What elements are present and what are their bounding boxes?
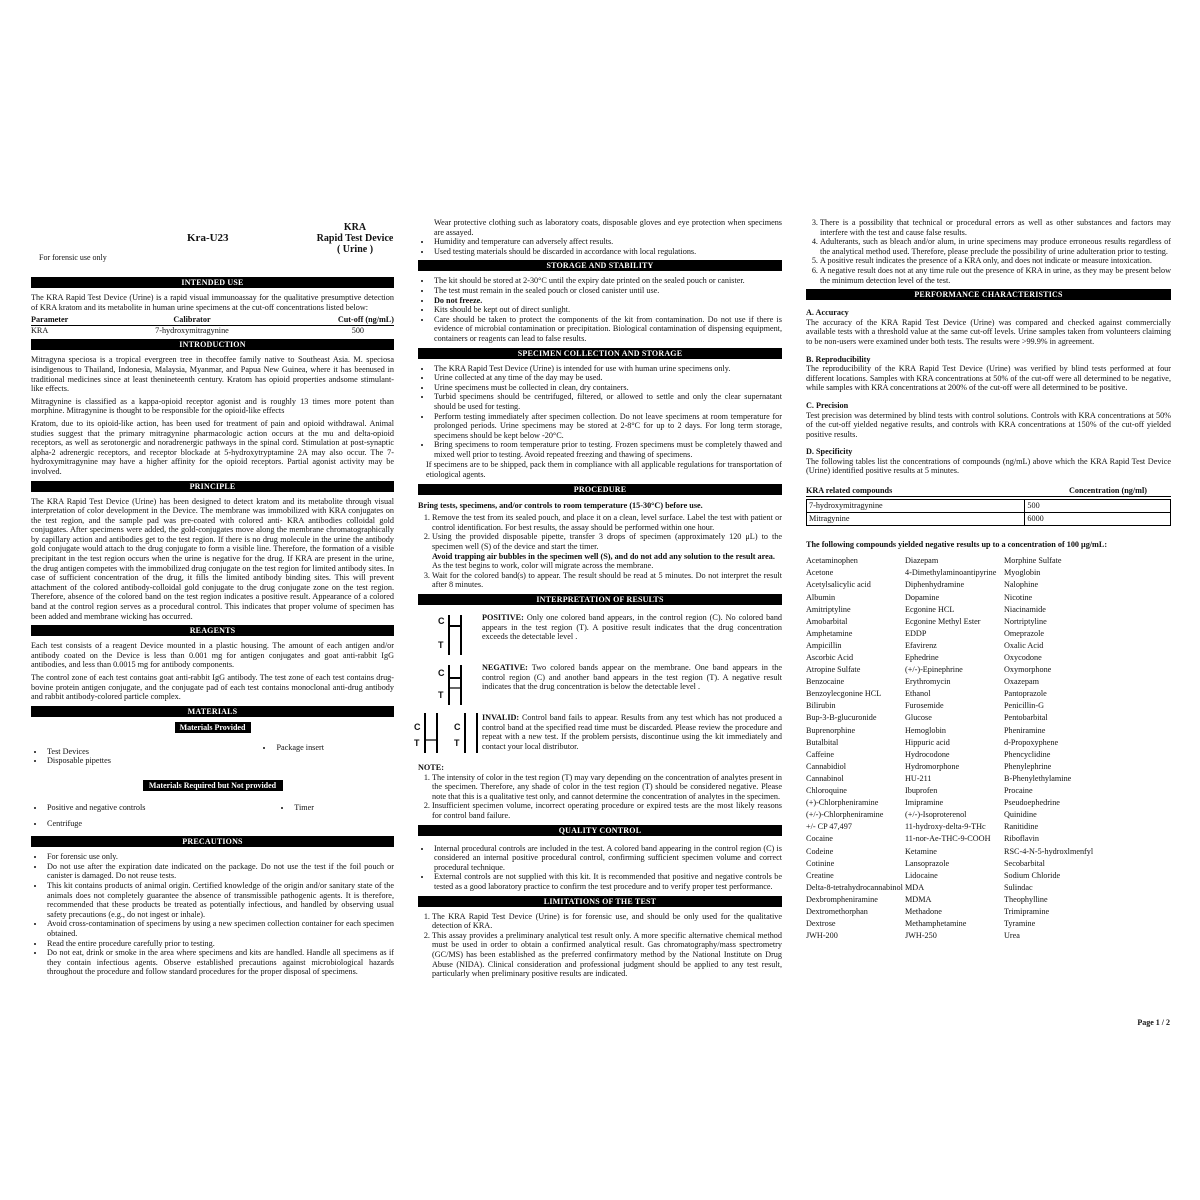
compound-item: Nalophine — [1004, 580, 1039, 590]
compound-item: Oxycodone — [1004, 653, 1042, 662]
compound-item: Acetaminophen — [806, 556, 858, 566]
result-negative — [418, 663, 782, 707]
positive-text: Only one colored band appears, in the control region (C). No colored band appears in the test region (T). A positive result indicates that the drug concentration exceeds the detectable level . — [482, 613, 783, 642]
product-title: KRA Rapid Test Device ( Urine ) — [316, 222, 394, 255]
notes-list — [418, 773, 782, 821]
column-1 — [31, 218, 394, 981]
step-text: Using the provided disposable pipette, transfer 3 drops of specimen (approximately 120 μL) to the specimen well (S) of the device and start the timer. — [432, 532, 782, 552]
list-item: 2. Insufficient specimen volume, incorrect operating procedure or expired tests are the most likely reasons for control band failure. — [432, 801, 782, 820]
section-title-reagents: REAGENTS — [31, 625, 394, 636]
compound-item: Chloroquine — [806, 786, 847, 796]
table-header: Concentration (ng/ml) — [1068, 486, 1147, 496]
column-3 — [806, 218, 1171, 942]
list-item: • Care should be taken to protect the components of the kit from contamination. Do not use if there is evidence of microbial contamination or precipitation. Biological contamination of dispensing equipment, containers or reagents can lead to false results. — [432, 315, 782, 344]
test-strip-icon — [448, 665, 462, 705]
compound-item: Dextromethorphan — [806, 906, 868, 916]
compound-item: Dopamine — [905, 592, 940, 602]
list-item: • Positive and negative controls — [45, 803, 145, 813]
compound-item: Ranitidine — [1004, 822, 1039, 832]
table-row — [807, 499, 1171, 512]
compound-item: Benzoylecgonine HCL — [806, 689, 882, 699]
compound-item: Hippuric acid — [905, 737, 950, 747]
list-item: 1. The KRA Rapid Test Device (Urine) is for forensic use, and should be only used for the qualitative detection of KRA. — [432, 912, 782, 931]
compound-item: Hydromorphone — [905, 761, 960, 771]
compound-item: Trimipramine — [1004, 906, 1050, 916]
compound-item: Riboflavin — [1004, 834, 1040, 844]
list-item: Wear protective clothing such as laboratory coats, disposable gloves and eye protection when specimens are assayed. — [434, 218, 782, 237]
list-item: • Package insert — [274, 743, 324, 753]
negative-text: Two colored bands appear on the membrane. One band appears in the control region (C) and another band appears in the test region (T). A negative result indicates that the drug concentration is below the detectable level . — [482, 663, 782, 692]
compound-item: (+)-Chlorpheniramine — [806, 798, 879, 808]
compound-item: Cannabidiol — [806, 761, 847, 771]
list-item: • Do not freeze. — [432, 296, 782, 306]
storage-list — [418, 276, 782, 343]
reproducibility-title: B. Reproducibility — [806, 354, 871, 364]
compound-item: Phenylephrine — [1004, 761, 1052, 771]
section-title-quality-control: QUALITY CONTROL — [418, 825, 782, 836]
table-header: KRA related compounds — [806, 486, 893, 496]
compound-item: Glucose — [905, 713, 932, 723]
compound-item: Pheniramine — [1004, 725, 1046, 735]
label-t: T — [414, 738, 420, 748]
forensic-note: For forensic use only — [39, 253, 107, 262]
list-item: • Disposable pipettes — [45, 756, 111, 766]
compound-item: Tyramine — [1004, 919, 1036, 929]
section-title-intended-use: INTENDED USE — [31, 277, 394, 288]
compound-item: Phencyclidine — [1004, 749, 1051, 759]
table-cell: 7-hydroxymitragynine — [155, 325, 229, 335]
compound-item: Methamphetamine — [905, 919, 967, 929]
compound-item: Diazepam — [905, 556, 939, 566]
specificity-text: The following tables list the concentrations of compounds (ng/mL) above which the KRA Rapid Test Device (Urine) identified positive results at 5 minutes. — [806, 456, 1171, 476]
compound-item: Erythromycin — [905, 677, 951, 687]
section-title-precautions: PRECAUTIONS — [31, 836, 394, 847]
table-cell: 7-hydroxymitragynine — [807, 499, 1025, 512]
compound-item: Delta-8-tetrahydrocannabinol — [806, 882, 903, 892]
section-title-specimen: SPECIMEN COLLECTION AND STORAGE — [418, 348, 782, 359]
paragraph: Mitragynine is classified as a kappa-opioid receptor agonist and is roughly 13 times more potent than morphine. Mitragynine is thought to be responsible for the opioid-like effects — [31, 396, 394, 416]
limitations-list — [418, 912, 782, 979]
label-c: C — [414, 722, 421, 732]
compound-item: Efavirenz — [905, 640, 937, 650]
list-item: 6. A negative result does not at any time rule out the presence of KRA in urine, as they may be present below the minimum detection level of the test. — [820, 266, 1171, 285]
list-item: • External controls are not supplied with this kit. It is recommended that positive and negative controls be tested as a good laboratory practice to confirm the test procedure and to verify proper test performance. — [432, 872, 782, 891]
principle-text: The KRA Rapid Test Device (Urine) has been designed to detect kratom and its metabolite through visual interpretation of color development in the Device. The membrane was immobilized with KRA conjugates on the test region, and the sample pad was pre-coated with colored anti- KRA antibodies colloidal gold conjugates. After specimens were added, the gold-conjugates move along the membrane chromatographically by capillary action and antibodies get to the test region. If there is no drug molecule in the urine the antibody gold conjugate would attach to the drug conjugate to form a visible line. Therefore, the formation of a visible precipitant in the test region occurs when the urine is negative for the drug. If KRA are present in the urine, the drug antigen competes with the immobilized drug conjugate on the test region for limited antibody sites. In case of sufficient concentration of the drug, it fills the limited antibody binding sites. This will prevent attachment of the colored antibody-colloidal gold conjugate to the drug conjugate zone on the test region. Therefore, absence of the colored band on the test region indicates a positive result. Appearance of a colored band at the control region serves as a procedural control. This indicates that proper volume of specimen has been added and membrane wicking has occurred. — [31, 496, 394, 621]
compound-item: Atropine Sulfate — [806, 665, 861, 675]
list-item: • Do not eat, drink or smoke in the area where specimens and kits are handled. Handle all specimens as if they contain infectious agents. Observe established precautions against microbiological hazards throughout the procedure and follow standard procedures for the proper disposal of specimens. — [45, 948, 394, 977]
reproducibility-text: The reproducibility of the KRA Rapid Test Device (Urine) was verified by blind tests performed at four different locations. Samples with KRA concentrations at 50% of the cut-off were all determined to be negative, while samples with KRA concentrations at 200% of the cut-off were all determined to be positive. — [806, 364, 1171, 393]
test-strip-icon — [424, 713, 438, 753]
compound-item: Bup-3-B-glucuronide — [806, 713, 877, 723]
step-text: As the test begins to work, color will migrate across the membrane. — [432, 561, 654, 571]
compound-item: Caffeine — [806, 749, 835, 759]
test-strip-icon — [464, 713, 478, 753]
list-item: 3. Wait for the colored band(s) to appear. The result should be read at 5 minutes. Do not interpret the result after 8 minutes. — [432, 571, 782, 590]
compound-item: Myoglobin — [1004, 568, 1041, 578]
compound-item: Ampicillin — [806, 640, 842, 650]
materials-provided-list — [31, 739, 394, 770]
list-item: • This kit contains products of animal origin. Certified knowledge of the origin and/or sanitary state of the animals does not completely guarantee the absence of transmissible pathogenic agents. It is therefore, recommended that these products be treated as potentially infectious, and handled by observing usual safety precautions (e.g., do not ingest or inhale). — [45, 881, 394, 919]
section-title-principle: PRINCIPLE — [31, 481, 394, 492]
compound-item: (+/-)-Isoproterenol — [905, 810, 967, 820]
list-item: • Do not use after the expiration date indicated on the package. Do not use the test if the foil pouch or canister is damaged. Do not reuse tests. — [45, 862, 394, 881]
table-cell: Mitragynine — [807, 512, 1025, 525]
compound-item: Oxalic Acid — [1004, 640, 1044, 650]
invalid-text: Control band fails to appear. Results from any test which has not produced a control band at the specified read time must be discarded. Please review the procedure and repeat with a new test. If the problem persists, discontinue using the kit immediately and contact your local distributor. — [482, 713, 782, 751]
list-item: • Test Devices — [45, 747, 111, 757]
note-title: NOTE: — [418, 763, 444, 772]
compound-item: Furosemide — [905, 701, 944, 711]
section-title-limitations: LIMITATIONS OF THE TEST — [418, 896, 782, 907]
precautions-list — [31, 852, 394, 977]
compound-item: Dexbrompheniramine — [806, 894, 878, 904]
list-item: • Internal procedural controls are included in the test. A colored band appearing in the control region (C) is considered an internal positive procedural control, confirming sufficient specimen volume and correct procedural technique. — [432, 844, 782, 873]
step-warning: Avoid trapping air bubbles in the specimen well (S), and do not add any solution to the result area. — [432, 551, 775, 561]
compound-item: Ascorbic Acid — [806, 653, 854, 662]
precision-text: Test precision was determined by blind tests with control solutions. Controls with KRA concentrations at 50% of the cut-off yielded negative results, and controls with KRA concentrations at 150% of the cut-off yielded positive results. — [806, 410, 1171, 439]
specimen-list — [418, 364, 782, 460]
compound-item: Procaine — [1004, 786, 1033, 796]
list-item: • Centrifuge — [45, 819, 145, 829]
compound-item: Imipramine — [905, 798, 944, 808]
control-band — [450, 677, 460, 679]
list-item: • Kits should be kept out of direct sunlight. — [432, 305, 782, 315]
table-cell: 500 — [351, 325, 364, 335]
compound-item: Oxymorphone — [1004, 665, 1052, 675]
positive-label: POSITIVE: — [482, 613, 524, 622]
test-strip-icon — [448, 615, 462, 655]
limitations-list-continued — [806, 218, 1171, 285]
list-item: 1. The intensity of color in the test region (T) may vary depending on the concentration of analytes present in the specimen. Therefore, any shade of color in the test region (T) should be considered negative. Please note that this is a qualitative test only, and cannot determine the concentration of analytes in the specimen. — [432, 773, 782, 802]
label-c: C — [454, 722, 461, 732]
section-title-materials: MATERIALS — [31, 706, 394, 717]
product-code: Kra-U23 — [187, 232, 229, 244]
compound-item: Codeine — [806, 846, 834, 856]
compound-item: d-Propoxyphene — [1004, 737, 1059, 747]
compound-item: Albumin — [806, 592, 836, 602]
table-header: Parameter — [31, 315, 112, 325]
table-cell: 500 — [1025, 499, 1171, 512]
list-item: • Urine specimens must be collected in clean, dry containers. — [432, 383, 782, 393]
materials-required-list — [31, 797, 394, 832]
compound-item: Amobarbital — [806, 616, 848, 626]
list-item: 4. Adulterants, such as bleach and/or alum, in urine specimens may produce erroneous results regardless of the analytical method used. Therefore, please preclude the possibility of urine adulteration prior to testing. — [820, 237, 1171, 256]
page-number: Page 1 / 2 — [1137, 1018, 1170, 1027]
compound-item: Diphenhydramine — [905, 580, 965, 590]
compound-item: Sulindac — [1004, 882, 1033, 892]
label-t: T — [438, 640, 444, 650]
paragraph: Mitragyna speciosa is a tropical evergreen tree in thecoffee family native to Southeast Asia. M. speciosa isindigenous to Thailand, Indonesia, Malaysia, Myanmar, and Papua New Guinea, where it has beenused in traditional medicines since at least thenineteenth century. Kratom has opioid properties andsome stimulant-like effects. — [31, 355, 394, 394]
compound-item: JWH-250 — [905, 931, 937, 941]
materials-provided-title: Materials Provided — [175, 722, 251, 733]
section-title-interpretation: INTERPRETATION OF RESULTS — [418, 594, 782, 605]
table-cell: KRA — [31, 325, 49, 335]
compound-item: Hemoglobin — [905, 725, 946, 735]
list-item: • Timer — [292, 803, 314, 813]
compound-item: Oxazepam — [1004, 677, 1040, 687]
list-item: • Bring specimens to room temperature prior to testing. Frozen specimens must be completely thawed and mixed well prior to testing. Avoid repeated freezing and thawing of specimens. — [432, 440, 782, 459]
compound-item: Buprenorphine — [806, 725, 856, 735]
precautions-list-continued — [418, 218, 782, 237]
negative-label: NEGATIVE: — [482, 663, 528, 672]
compound-item: +/- CP 47,497 — [806, 822, 852, 832]
compound-item: Cocaine — [806, 834, 833, 844]
compound-item: Creatine — [806, 870, 834, 880]
compound-item: 4-Dimethylaminoantipyrine — [905, 568, 997, 578]
result-invalid — [414, 713, 782, 757]
list-item: 3. There is a possibility that technical or procedural errors as well as other substances and factors may interfere with the test and cause false results. — [820, 218, 1171, 237]
paragraph: The control zone of each test contains goat anti-rabbit IgG antibody. The test zone of each test contains drug-bovine protein antigen conjugate, and the conjugate pad of each test contains monoclonal anti-drug antibody and rabbit antibody-colored particle complex. — [31, 673, 394, 702]
list-item: • The kit should be stored at 2-30°C until the expiry date printed on the sealed pouch or canister. — [432, 276, 782, 286]
compound-item: Bilirubin — [806, 701, 836, 711]
compound-item: Dextrose — [806, 919, 836, 929]
list-item: • Used testing materials should be discarded in accordance with local regulations. — [432, 247, 782, 257]
compound-item: Ibuprofen — [905, 786, 938, 796]
compound-item: Benzocaine — [806, 677, 845, 687]
cutoff-table — [31, 315, 394, 335]
test-band — [426, 739, 436, 741]
compound-item: Cannabinol — [806, 773, 844, 783]
result-positive — [418, 613, 782, 657]
procedure-steps — [418, 513, 782, 590]
label-t: T — [438, 690, 444, 700]
compound-item: Nicotine — [1004, 592, 1033, 602]
compound-item: MDMA — [905, 894, 932, 904]
compound-item: Hydrocodone — [905, 749, 950, 759]
compound-item: Methadone — [905, 906, 942, 916]
procedure-intro: Bring tests, specimens, and/or controls to room temperature (15-30°C) before use. — [418, 500, 703, 510]
table-cell: 6000 — [1025, 512, 1171, 525]
compound-item: B-Phenylethylamine — [1004, 773, 1072, 783]
compound-item: Cotinine — [806, 858, 835, 868]
section-title-storage: STORAGE AND STABILITY — [418, 260, 782, 271]
invalid-label: INVALID: — [482, 713, 520, 722]
compound-item: Pantoprazole — [1004, 689, 1047, 699]
compound-item: Lidocaine — [905, 870, 938, 880]
invalid-diagram — [414, 713, 482, 757]
negative-diagram — [418, 663, 482, 707]
list-item: • Humidity and temperature can adversely affect results. — [432, 237, 782, 247]
compound-item: Omeprazole — [1004, 628, 1045, 638]
compound-item: Nortriptyline — [1004, 616, 1047, 626]
compound-item: Ecgonine Methyl Ester — [905, 616, 981, 626]
compound-item: (+/-)-Epinephrine — [905, 665, 963, 675]
accuracy-title: A. Accuracy — [806, 308, 849, 318]
list-item: • Read the entire procedure carefully prior to testing. — [45, 939, 394, 949]
compound-item: 11-hydroxy-delta-9-THc — [905, 822, 986, 832]
list-item: • For forensic use only. — [45, 852, 394, 862]
compound-item: Niacinamide — [1004, 604, 1046, 614]
section-title-introduction: INTRODUCTION — [31, 339, 394, 350]
compound-item: Ephedrine — [905, 653, 939, 662]
compound-item: Amphetamine — [806, 628, 853, 638]
list-item: • Turbid specimens should be centrifuged, filtered, or allowed to settle and only the clear supernatant should be used for testing. — [432, 392, 782, 411]
label-c: C — [438, 616, 445, 626]
compound-item: Lansoprazole — [905, 858, 950, 868]
compound-item: (+/-)-Chlorpheniramine — [806, 810, 884, 820]
list-item: • The KRA Rapid Test Device (Urine) is intended for use with human urine specimens only. — [432, 364, 782, 374]
compound-item: Morphine Sulfate — [1004, 556, 1062, 566]
section-title-performance: PERFORMANCE CHARACTERISTICS — [806, 289, 1171, 300]
section-title-procedure: PROCEDURE — [418, 484, 782, 495]
compound-item: Ethanol — [905, 689, 931, 699]
list-item: • Urine collected at any time of the day may be used. — [432, 373, 782, 383]
compound-item: Urea — [1004, 931, 1020, 941]
accuracy-text: The accuracy of the KRA Rapid Test Device (Urine) was compared and checked against commercially available tests with a threshold value at the same cut-off levels. Urine samples taken from volunteers claiming to be non-users were examined under both tests. The results were >99.9% in agreement. — [806, 317, 1171, 346]
table-header: Cut-off (ng/mL) — [272, 315, 394, 325]
list-item: • The test must remain in the sealed pouch or closed canister until use. — [432, 286, 782, 296]
concentration-table — [806, 499, 1171, 526]
label-t: T — [454, 738, 460, 748]
control-band — [450, 625, 460, 627]
compound-item: Sodium Chloride — [1004, 870, 1061, 880]
negative-compounds-title: The following compounds yielded negative results up to a concentration of 100 μg/mL: — [806, 539, 1108, 549]
compound-item: Pentobarbital — [1004, 713, 1048, 723]
negative-compounds-grid — [806, 555, 1171, 942]
table-header: Calibrator — [112, 315, 272, 325]
precision-title: C. Precision — [806, 400, 849, 410]
materials-required-title: Materials Required but Not provided — [143, 780, 283, 791]
list-item: 1. Remove the test from its sealed pouch, and place it on a clean, level surface. Label the test with patient or control identification. For best results, the assay should be performed within one hour. — [432, 513, 782, 532]
list-item: 5. A positive result indicates the presence of a KRA only, and does not indicate or measure intoxication. — [820, 256, 1171, 266]
compound-item: Quinidine — [1004, 810, 1037, 820]
compound-item: JWH-200 — [806, 931, 838, 941]
positive-diagram — [418, 613, 482, 657]
compound-item: Amitriptyline — [806, 604, 851, 614]
compound-item: Ecgonine HCL — [905, 604, 955, 614]
compound-item: Acetylsalicylic acid — [806, 580, 871, 590]
test-band — [450, 687, 460, 689]
precautions-list-continued-2 — [418, 237, 782, 256]
specificity-title: D. Specificity — [806, 447, 853, 457]
list-item — [432, 532, 782, 570]
compound-item: RSC-4-N-5-hydroxlmenfyl — [1004, 846, 1094, 856]
compound-item: 11-nor-Ae-THC-9-COOH — [905, 834, 991, 844]
document-header — [31, 218, 394, 273]
compound-item: Penicillin-G — [1004, 701, 1045, 711]
paragraph: Kratom, due to its opioid-like action, has been used for treatment of pain and opioid withdrawal. Animal studies suggest that the primary mitragynine pharmacologic action occurs at the mu and delta-opioid receptors, as well as serotonergic and noradrenergic pathways in the spinal cord. Stimulation at post-synaptic alpha-2 adrenergic receptors, and receptor blockade at 5-hydroxytryptamine 2A may also occur. The 7-hydroxymitragynine may have a higher affinity for the opioid receptors. Partial agonist activity may be involved. — [31, 418, 394, 476]
compound-item: Theophylline — [1004, 894, 1048, 904]
list-item: 2. This assay provides a preliminary analytical test result only. A more specific alternative chemical method must be used in order to obtain a confirmed analytical result. Gas chromatography/mass spectrometry (GC/MS) has been established as the preferred confirmatory method by the National Institute on Drug Abuse (NIDA). Clinical consideration and professional judgment should be applied to any test result, particularly when preliminary positive results are indicated. — [432, 931, 782, 979]
compound-item: Ketamine — [905, 846, 937, 856]
concentration-table-header — [806, 486, 1171, 497]
column-2 — [414, 218, 783, 983]
compound-item: EDDP — [905, 628, 927, 638]
paragraph: Each test consists of a reagent Device mounted in a plastic housing. The amount of each antigen and/or antibody coated on the Device is less than 0.001 mg for antigen conjugates and goat anti-rabbit IgG antibodies, and less than 0.0015 mg for antibody components. — [31, 641, 394, 670]
intended-use-text: The KRA Rapid Test Device (Urine) is a rapid visual immunoassay for the qualitative presumptive detection of KRA kratom and its metabolite in human urine specimens at the cut-off concentrations listed below: — [31, 293, 394, 312]
compound-item: Secobarbital — [1004, 858, 1045, 868]
compound-item: Butalbital — [806, 737, 839, 747]
list-item: • Avoid cross-contamination of specimens by using a new specimen collection container for each specimen obtained. — [45, 919, 394, 938]
specimen-closing: If specimens are to be shipped, pack them in compliance with all applicable regulations for transportation of etiological agents. — [426, 460, 782, 480]
compound-item: HU-211 — [905, 773, 932, 783]
list-item: • Perform testing immediately after specimen collection. Do not leave specimens at room temperature for prolonged periods. Urine specimens may be stored at 2-8°C for up to 2 days. For long term storage, specimens should be kept below -20°C. — [432, 412, 782, 441]
label-c: C — [438, 668, 445, 678]
quality-control-list — [418, 844, 782, 892]
compound-item: Pseudoephedrine — [1004, 798, 1060, 808]
compound-item: MDA — [905, 882, 925, 892]
table-row — [807, 512, 1171, 525]
compound-item: Acetone — [806, 568, 834, 578]
